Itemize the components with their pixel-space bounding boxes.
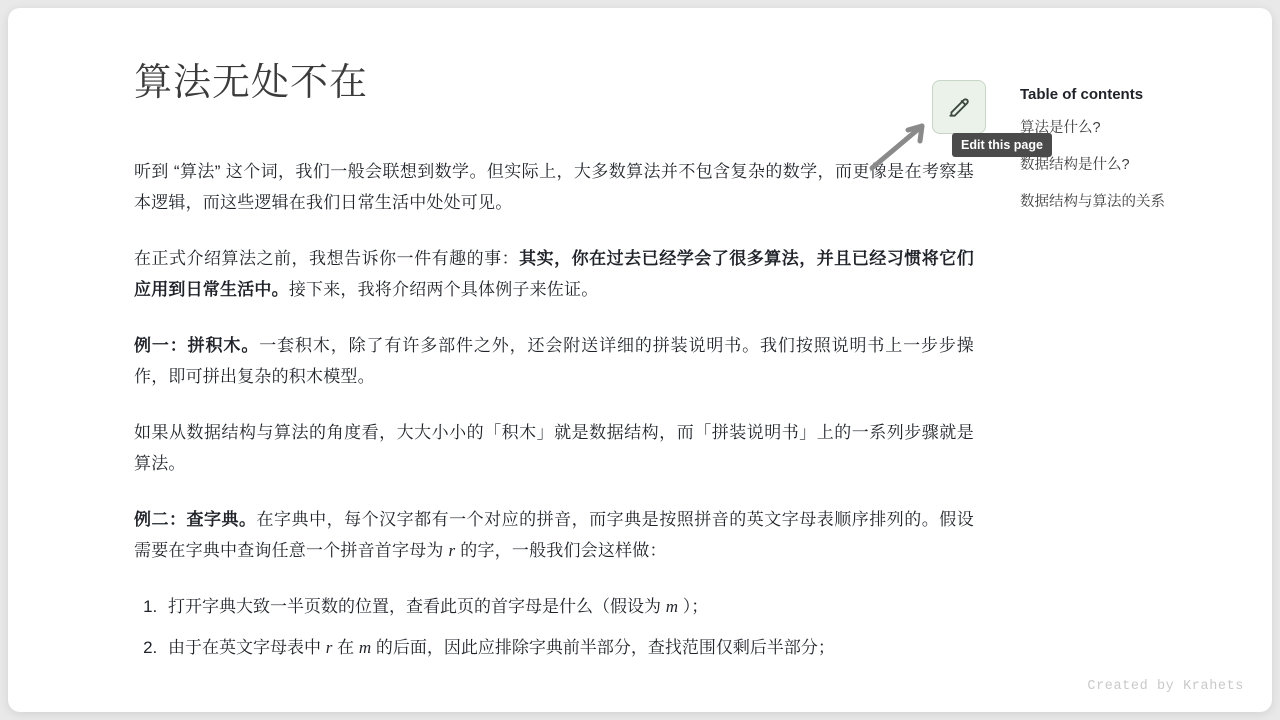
paragraph-example-one <box>134 330 974 392</box>
example-two-label: 例二：查字典。 <box>134 509 257 529</box>
math-variable-r: r <box>448 540 456 560</box>
example-one-text: 一套积木，除了有许多部件之外，还会附送详细的拼装说明书。我们按照说明书上一步步操作，即可拼出复杂的积木模型。 <box>134 335 975 386</box>
example-two-text-b: 的字，一般我们会这样做： <box>455 540 667 560</box>
paragraph-intro-text: 听到 “算法” 这个词，我们一般会联想到数学。但实际上，大多数算法并不包含复杂的数学，而更像是在考察基本逻辑，而这些逻辑在我们日常生活中处处可见。 <box>134 161 974 212</box>
paragraph-lead-text: 在正式介绍算法之前，我想告诉你一件有趣的事： <box>134 248 520 268</box>
math-variable-m-2: m <box>358 637 372 657</box>
example-one-label: 例一：拼积木。 <box>134 335 260 355</box>
edit-page-tooltip: Edit this page <box>952 133 1052 157</box>
step-two-text-a: 由于在英文字母表中 <box>168 637 326 657</box>
math-variable-r-2: r <box>325 637 333 657</box>
pencil-icon <box>946 94 972 120</box>
document-page <box>8 8 1272 712</box>
math-variable-m: m <box>665 596 679 616</box>
paragraph-blocks-analogy <box>134 417 974 479</box>
edit-page-button[interactable] <box>932 80 986 134</box>
toc-title: Table of contents <box>1020 86 1144 103</box>
paragraph-example-two <box>134 504 974 566</box>
toc-item-relationship[interactable]: 数据结构与算法的关系 <box>1020 193 1165 210</box>
article-body <box>134 60 974 673</box>
paragraph-tail-text: 接下来，我将介绍两个具体例子来佐证。 <box>288 279 599 299</box>
example-two-text-a: 在字典中，每个汉字都有一个对应的拼音，而字典是按照拼音的英文字母表顺序排列的。假设需要在字典中查询任意一个拼音首字母为 <box>134 509 974 560</box>
step-two-text-b: 在 <box>332 637 359 657</box>
table-of-contents <box>1020 86 1220 230</box>
paragraph-bold-emphasis: 其实，你在过去已经学会了很多算法，并且已经习惯将它们应用到日常生活中。 <box>134 248 974 299</box>
paragraph-before-examples <box>134 243 974 305</box>
step-two-text-c: 的后面，因此应排除字典前半部分，查找范围仅剩后半部分； <box>371 637 835 657</box>
toc-item-what-is-algorithm[interactable]: 算法是什么? <box>1020 120 1101 136</box>
page-title: 算法无处不在 <box>134 62 369 104</box>
step-one-text-b: ）； <box>678 596 709 616</box>
steps-list <box>134 591 974 663</box>
toc-item-what-is-data-structure[interactable]: 数据结构是什么? <box>1020 156 1130 173</box>
step-one-text-a: 打开字典大致一半页数的位置，查看此页的首字母是什么（假设为 <box>168 596 666 616</box>
list-item <box>162 591 974 622</box>
paragraph-intro <box>134 156 974 218</box>
list-item <box>162 632 974 663</box>
blocks-analogy-text: 如果从数据结构与算法的角度看，大大小小的「积木」就是数据结构，而「拼装说明书」上的一系列步骤就是算法。 <box>134 422 974 473</box>
footer-credit: Created by Krahets <box>1087 679 1244 694</box>
